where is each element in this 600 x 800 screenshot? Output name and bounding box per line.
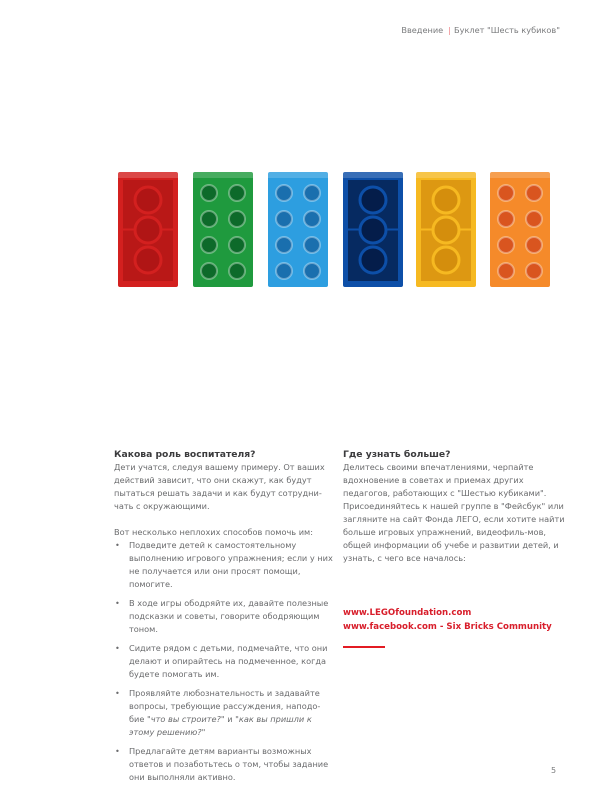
list-item: • Сидите рядом с детьми, подмечайте, что они делают и опирайтесь на подмеченное, когда будете помогать им. — [115, 643, 328, 679]
brick-stud — [526, 211, 542, 227]
brick-tube — [135, 247, 161, 273]
dark-blue-brick — [343, 172, 403, 287]
brick-stud — [201, 211, 217, 227]
brick-edge — [193, 172, 253, 178]
light-blue-brick — [268, 172, 328, 287]
brick-stud — [304, 211, 320, 227]
brick-stud — [498, 237, 514, 253]
brick-stud — [276, 185, 292, 201]
list-item: • Предлагайте детям варианты возможных ответов и позаботьтесь о том, чтобы задание они выполняли активно. — [115, 746, 329, 782]
lego-foundation-link[interactable]: www.LEGOfoundation.com — [343, 608, 472, 618]
brick-stud — [201, 263, 217, 279]
links-block — [343, 606, 552, 634]
brick-tube — [135, 217, 161, 243]
brick-stud — [276, 263, 292, 279]
question-example-1: что вы строите? — [150, 714, 221, 724]
list-item: • Подведите детей к самостоятельному выполнению игрового упражнения; если у них не получается или они просят помощи, помогите. — [115, 540, 333, 589]
brick-stud — [498, 263, 514, 279]
red-brick — [118, 172, 178, 287]
brick-stud — [276, 211, 292, 227]
bullet: • — [115, 688, 120, 698]
educator-role-heading: Какова роль воспитателя? — [114, 449, 256, 460]
learn-more-heading: Где узнать больше? — [343, 449, 451, 460]
brick-stud — [526, 185, 542, 201]
brick-stud — [229, 185, 245, 201]
brick-edge — [490, 172, 550, 178]
brick-stud — [498, 211, 514, 227]
brick-tube — [135, 187, 161, 213]
green-brick — [193, 172, 253, 287]
brick-tube — [360, 217, 386, 243]
header-title: Буклет "Шесть кубиков" — [453, 25, 560, 35]
brick-stud — [229, 263, 245, 279]
yellow-brick — [416, 172, 476, 287]
list-item: • В ходе игры ободряйте их, давайте полезные подсказки и советы, говорите ободряющим тоном. — [115, 598, 329, 634]
bullet: • — [115, 540, 120, 550]
educator-role-section — [114, 449, 334, 790]
six-bricks-photo — [0, 0, 600, 300]
question-example-2: как вы пришли к этому решению? — [129, 714, 312, 737]
educator-role-intro: Дети учатся, следуя вашему примеру. От ваших действий зависит, что они скажут, как будут пытаться решать задачи и как будут сотрудни-чать с окружающими. — [114, 462, 325, 511]
tips-list — [114, 539, 334, 784]
brick-tube — [360, 187, 386, 213]
facebook-community-link[interactable]: www.facebook.com - Six Bricks Community — [343, 622, 552, 632]
brick-stud — [498, 185, 514, 201]
brick-stud — [201, 237, 217, 253]
brick-stud — [526, 237, 542, 253]
brick-stud — [526, 263, 542, 279]
brick-tube — [433, 187, 459, 213]
brick-tube — [360, 247, 386, 273]
brick-stud — [201, 185, 217, 201]
brick-edge — [343, 172, 403, 178]
brick-edge — [416, 172, 476, 178]
learn-more-section — [343, 449, 568, 565]
bullet: • — [115, 643, 120, 653]
header-separator: | — [448, 25, 451, 35]
brick-stud — [229, 211, 245, 227]
brick-stud — [304, 263, 320, 279]
brick-stud — [229, 237, 245, 253]
tips-intro: Вот несколько неплохих способов помочь им: — [114, 527, 313, 537]
bullet: • — [115, 746, 120, 756]
bullet: • — [115, 598, 120, 608]
brick-stud — [304, 237, 320, 253]
page-number: 5 — [551, 766, 557, 775]
brick-stud — [276, 237, 292, 253]
list-item: • Проявляйте любознательность и задавайте вопросы, требующие рассуждения, наподо-бие "что вы строите?" и "как вы пришли к этому решению?" — [115, 688, 321, 737]
header-section: Введение — [401, 25, 444, 35]
brick-edge — [118, 172, 178, 178]
brick-tube — [433, 217, 459, 243]
brick-stud — [304, 185, 320, 201]
accent-rule — [343, 646, 385, 648]
learn-more-body: Делитесь своими впечатлениями, черпайте вдохновение в советах и приемах других педагогов, работающих с "Шестью кубиками". Присоединяйтесь к нашей группе в "Фейсбук" или загляните на сайт Фонда ЛЕГО, если хотите найти больше игровых упражнений, видеофиль-мов, общей информации об учебе и развитии детей, и узнать, с чего все началось: — [343, 462, 565, 563]
brick-edge — [268, 172, 328, 178]
brick-tube — [433, 247, 459, 273]
orange-brick — [490, 172, 550, 287]
